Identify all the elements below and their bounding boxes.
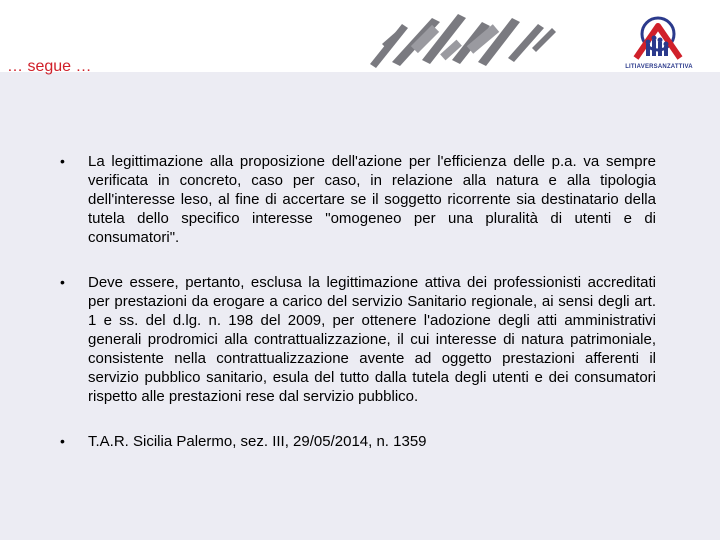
logo-caption: LITIAVERSANZATTIVA — [625, 64, 693, 70]
page-title: … segue … — [7, 58, 92, 75]
bullet-marker: • — [60, 153, 65, 169]
bullet-marker: • — [60, 433, 65, 449]
word-cloud-graphic — [362, 4, 562, 72]
bullet-text: La legittimazione alla proposizione dell'azione per l'efficienza delle p.a. va sempre verificata in concreto, caso per caso, in relazione alla natura e alla tipologia dell'interesse leso, al fine di accertare se il soggetto ricorrente sia destinatario della tutela dello specifico interesse "omogeneo per una pluralità di utenti e di consumatori". — [88, 153, 656, 246]
litigation-logo — [622, 14, 694, 68]
bullet-item — [60, 432, 656, 451]
bullet-list — [60, 152, 656, 451]
bullet-text: Deve essere, pertanto, esclusa la legittimazione attiva dei professionisti accreditati per prestazioni da erogare a carico del servizio Sanitario regionale, ai sensi degli art. 1 e ss. del d.lg. n. 198 del 2009, per ottenere l'adozione degli atti amministrativi generali prodromici alla contrattualizzazione, il cui interesse di natura patrimoniale, consistente nella contrattualizzazione avente ad oggetto prestazioni afferenti il servizio pubblico sanitario, esula del tutto dalla tutela degli utenti e dei consumatori rispetto alle prestazioni rese dal servizio pubblico. — [88, 274, 656, 405]
bullet-marker: • — [60, 274, 65, 290]
bullet-item — [60, 152, 656, 247]
bullet-item — [60, 273, 656, 406]
bullet-text: T.A.R. Sicilia Palermo, sez. III, 29/05/2014, n. 1359 — [88, 433, 427, 450]
